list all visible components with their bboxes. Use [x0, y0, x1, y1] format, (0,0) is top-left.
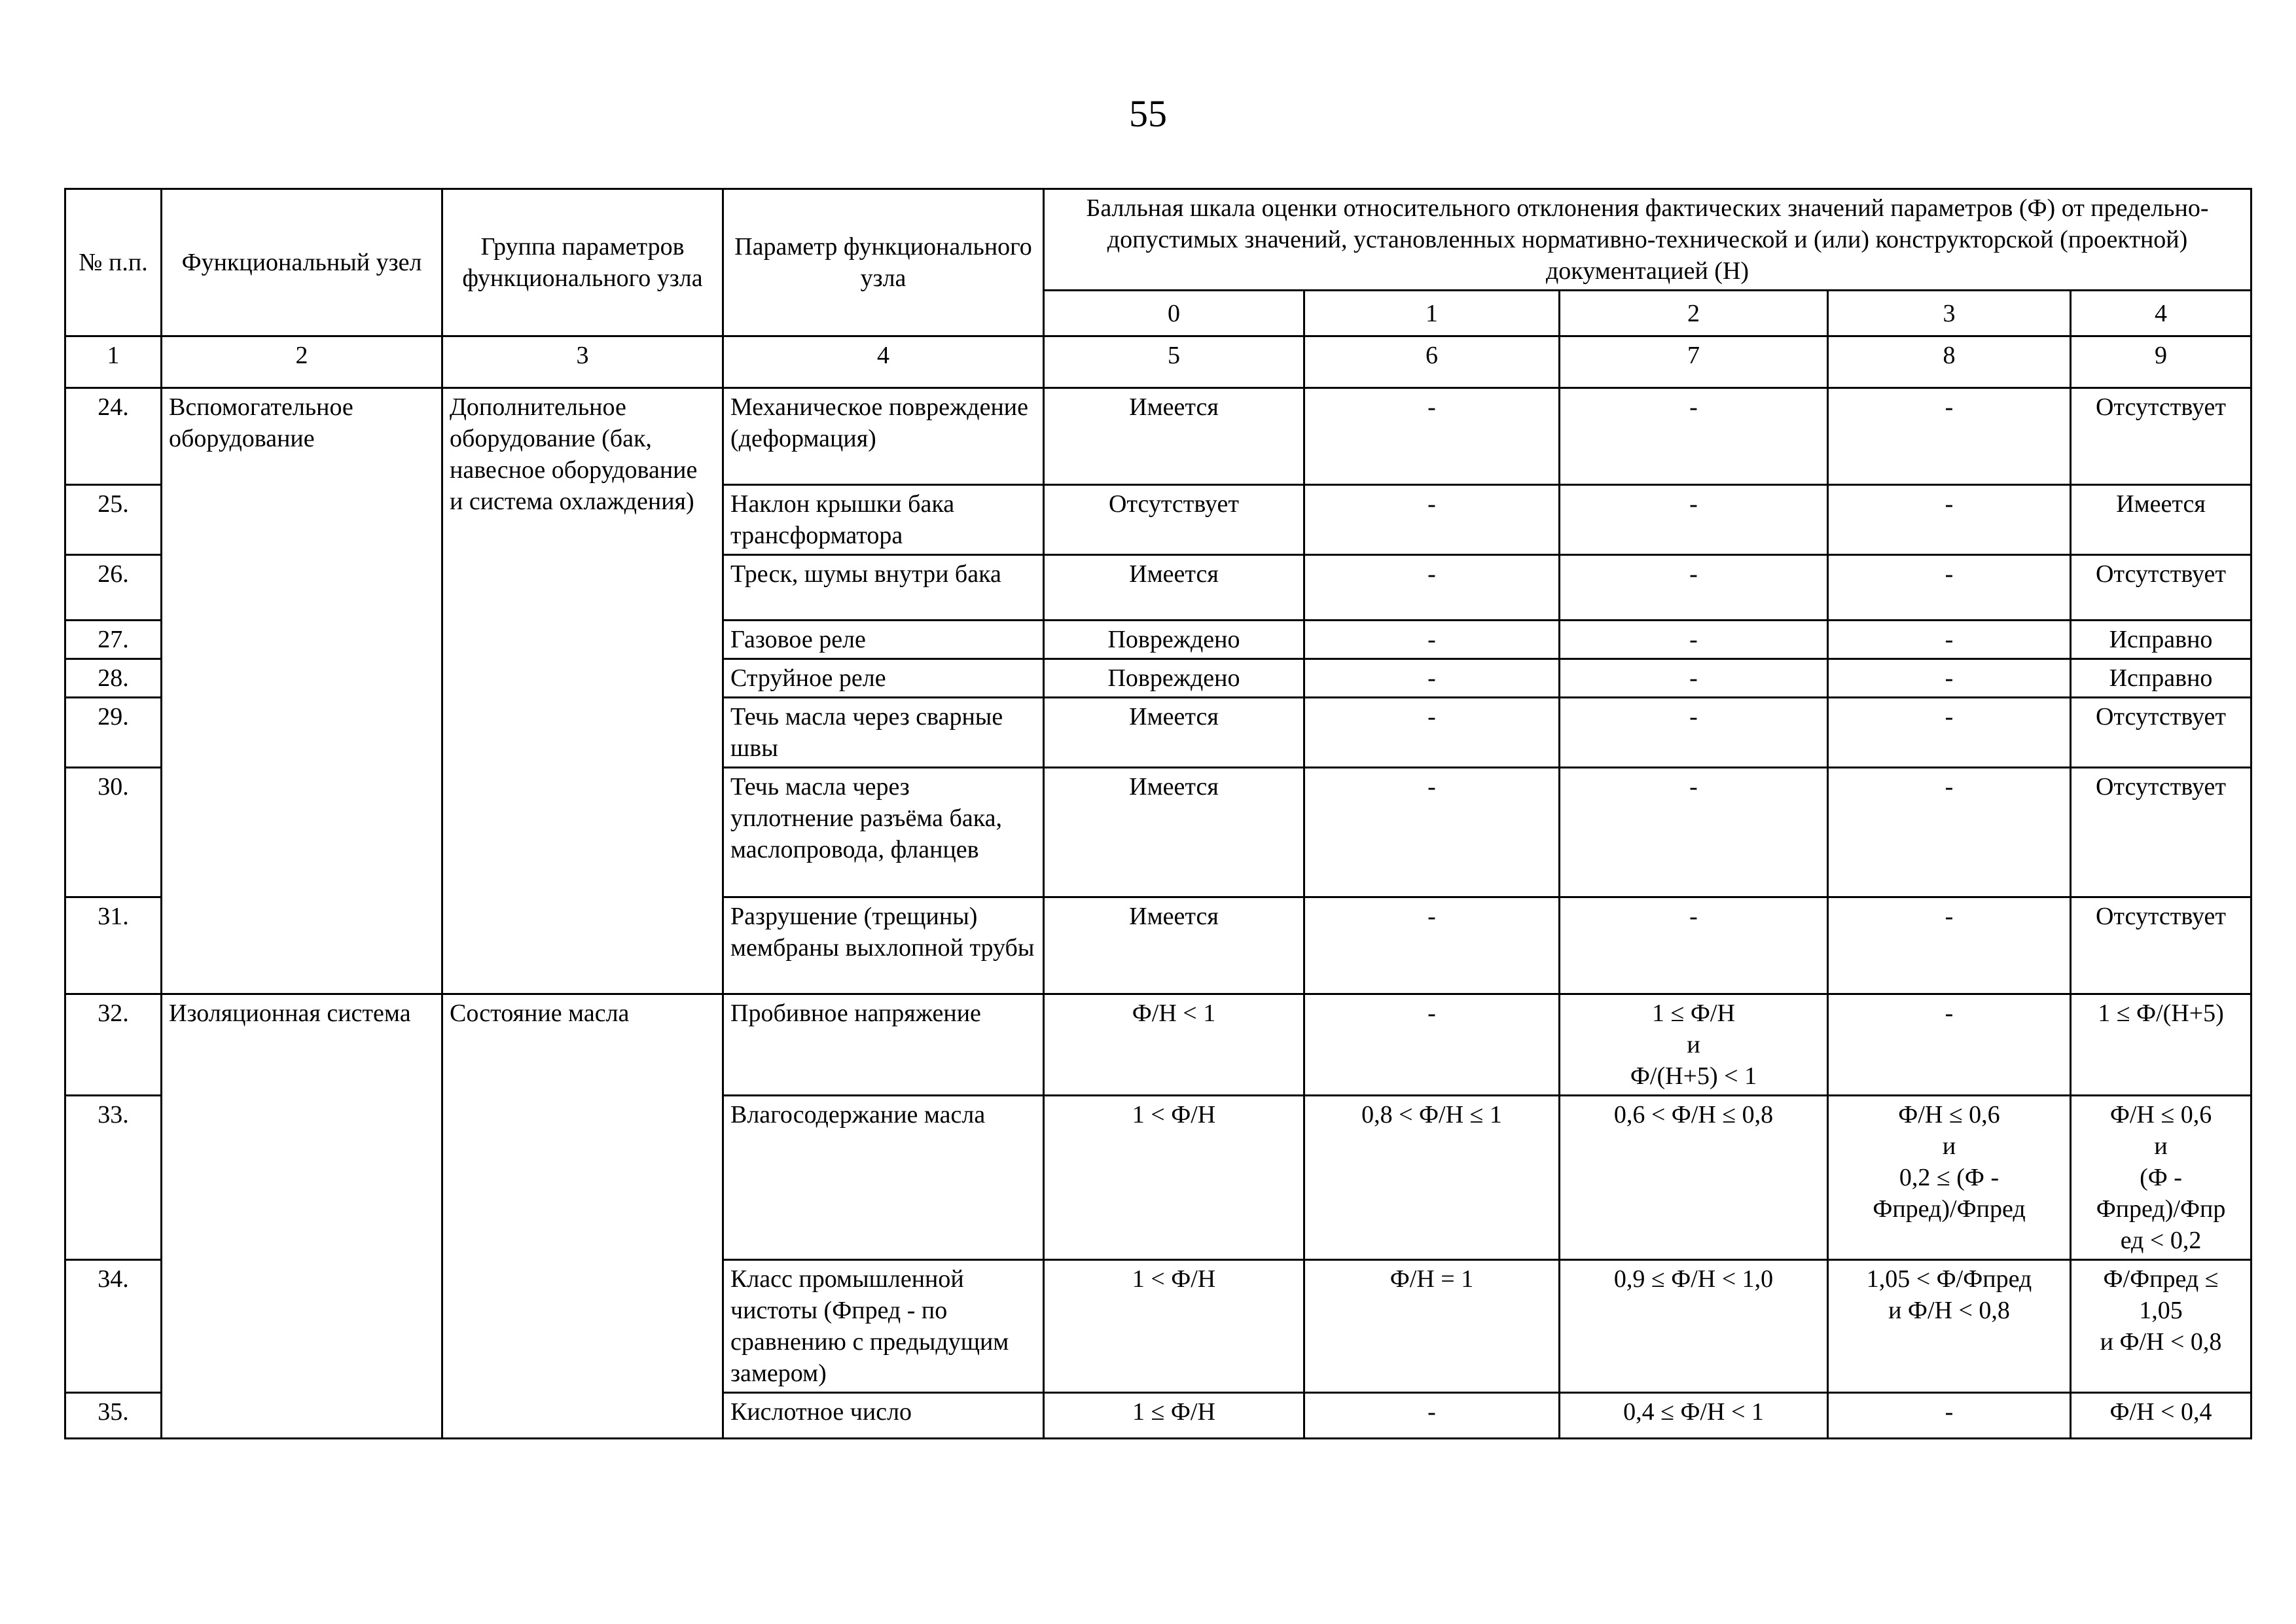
- parameter: Разрушение (трещины) мембраны выхлопной трубы: [723, 897, 1044, 994]
- row-number: 32.: [65, 994, 162, 1096]
- row-number: 25.: [65, 485, 162, 555]
- score-cell-s3: -: [1828, 698, 2071, 768]
- score-cell-s4: Ф/Н < 0,4: [2071, 1393, 2251, 1439]
- cell-line: и Ф/Н < 0,8: [2100, 1328, 2222, 1356]
- column-number: 8: [1828, 336, 2071, 388]
- score-cell-s1: -: [1304, 388, 1560, 485]
- score-cell-s2: 0,4 ≤ Ф/Н < 1: [1560, 1393, 1828, 1439]
- score-cell-s1: -: [1304, 698, 1560, 768]
- score-cell-s4: Имеется: [2071, 485, 2251, 555]
- row-number: 29.: [65, 698, 162, 768]
- column-number: 9: [2071, 336, 2251, 388]
- table-row: [65, 388, 2251, 485]
- score-cell-s4: Отсутствует: [2071, 768, 2251, 897]
- cell-line: Ф/(Н+5) < 1: [1630, 1062, 1757, 1090]
- score-cell-s4: [2071, 1260, 2251, 1393]
- parameter-group: Дополнительное оборудование (бак, навесное оборудование и система охлаждения): [442, 388, 723, 994]
- score-cell-s0: Повреждено: [1044, 659, 1304, 698]
- header-scale-title: Балльная шкала оценки относительного отклонения фактических значений параметров (Ф) от предельно-допустимых значений, установленных нормативно-технической и (или) конструкторской (проектной) документацией (Н): [1044, 189, 2251, 291]
- score-cell-s3: -: [1828, 485, 2071, 555]
- score-cell-s1: -: [1304, 768, 1560, 897]
- score-cell-s1: 0,8 < Ф/Н ≤ 1: [1304, 1096, 1560, 1260]
- score-cell-s3: [1828, 1260, 2071, 1393]
- column-number: 6: [1304, 336, 1560, 388]
- column-number-row: [65, 336, 2251, 388]
- score-cell-s2: -: [1560, 698, 1828, 768]
- score-cell-s0: Имеется: [1044, 897, 1304, 994]
- score-cell-s4: Отсутствует: [2071, 388, 2251, 485]
- cell-line: Ф/Н ≤ 0,6: [1898, 1101, 2000, 1128]
- functional-node: Вспомогательное оборудование: [162, 388, 442, 994]
- page-number: 55: [1129, 92, 1167, 135]
- row-number: 27.: [65, 621, 162, 659]
- table-row: [65, 994, 2251, 1096]
- header-scale-value: 4: [2071, 291, 2251, 336]
- cell-line: и: [1687, 1031, 1700, 1058]
- score-cell-s1: -: [1304, 621, 1560, 659]
- score-cell-s0: Повреждено: [1044, 621, 1304, 659]
- header-col-no: № п.п.: [65, 189, 162, 336]
- parameter: Механическое повреждение (деформация): [723, 388, 1044, 485]
- row-number: 34.: [65, 1260, 162, 1393]
- column-number: 7: [1560, 336, 1828, 388]
- score-cell-s2: -: [1560, 555, 1828, 621]
- score-cell-s2: [1560, 994, 1828, 1096]
- row-number: 24.: [65, 388, 162, 485]
- score-cell-s3: [1828, 1096, 2071, 1260]
- column-number: 5: [1044, 336, 1304, 388]
- row-number: 28.: [65, 659, 162, 698]
- score-cell-s1: -: [1304, 555, 1560, 621]
- parameter: Пробивное напряжение: [723, 994, 1044, 1096]
- score-cell-s1: -: [1304, 897, 1560, 994]
- score-cell-s0: Имеется: [1044, 698, 1304, 768]
- score-cell-s2: -: [1560, 388, 1828, 485]
- score-cell-s3: -: [1828, 1393, 2071, 1439]
- score-cell-s3: -: [1828, 388, 2071, 485]
- score-cell-s0: 1 ≤ Ф/Н: [1044, 1393, 1304, 1439]
- row-number: 35.: [65, 1393, 162, 1439]
- row-number: 26.: [65, 555, 162, 621]
- assessment-table: [64, 188, 2252, 1439]
- score-cell-s3: -: [1828, 897, 2071, 994]
- parameter-group: Состояние масла: [442, 994, 723, 1439]
- score-cell-s3: -: [1828, 555, 2071, 621]
- score-cell-s4: Отсутствует: [2071, 698, 2251, 768]
- cell-line: 1,05 < Ф/Фпред: [1866, 1265, 2032, 1293]
- parameter: Кислотное число: [723, 1393, 1044, 1439]
- header-scale-value: 0: [1044, 291, 1304, 336]
- header-col-param: Параметр функционального узла: [723, 189, 1044, 336]
- row-number: 33.: [65, 1096, 162, 1260]
- header-scale-value: 1: [1304, 291, 1560, 336]
- cell-line: Ф/Фпред ≤: [2103, 1265, 2219, 1293]
- score-cell-s0: 1 < Ф/Н: [1044, 1260, 1304, 1393]
- header-col-group: Группа параметров функционального узла: [442, 189, 723, 336]
- cell-line: и: [2154, 1132, 2168, 1160]
- score-cell-s1: -: [1304, 994, 1560, 1096]
- score-cell-s4: Отсутствует: [2071, 555, 2251, 621]
- functional-node: Изоляционная система: [162, 994, 442, 1439]
- header-scale-value: 3: [1828, 291, 2071, 336]
- parameter: Класс промышленной чистоты (Фпред - по сравнению с предыдущим замером): [723, 1260, 1044, 1393]
- score-cell-s0: Ф/Н < 1: [1044, 994, 1304, 1096]
- header-col-node: Функциональный узел: [162, 189, 442, 336]
- score-cell-s0: Имеется: [1044, 388, 1304, 485]
- parameter: Влагосодержание масла: [723, 1096, 1044, 1260]
- cell-line: 0,2 ≤ (Ф -: [1899, 1164, 2000, 1191]
- score-cell-s4: 1 ≤ Ф/(Н+5): [2071, 994, 2251, 1096]
- score-cell-s0: Имеется: [1044, 555, 1304, 621]
- cell-line: и: [1942, 1132, 1956, 1160]
- score-cell-s0: Отсутствует: [1044, 485, 1304, 555]
- cell-line: Фпред)/Фпред: [1873, 1195, 2026, 1223]
- score-cell-s2: -: [1560, 768, 1828, 897]
- parameter: Течь масла через уплотнение разъёма бака, маслопровода, фланцев: [723, 768, 1044, 897]
- score-cell-s2: -: [1560, 485, 1828, 555]
- cell-line: и Ф/Н < 0,8: [1888, 1297, 2010, 1324]
- score-cell-s3: -: [1828, 994, 2071, 1096]
- score-cell-s4: [2071, 1096, 2251, 1260]
- cell-line: Ф/Н ≤ 0,6: [2109, 1101, 2212, 1128]
- score-cell-s2: -: [1560, 897, 1828, 994]
- score-cell-s2: -: [1560, 659, 1828, 698]
- score-cell-s1: -: [1304, 485, 1560, 555]
- row-number: 30.: [65, 768, 162, 897]
- parameter: Наклон крышки бака трансформатора: [723, 485, 1044, 555]
- score-cell-s3: -: [1828, 768, 2071, 897]
- score-cell-s3: -: [1828, 621, 2071, 659]
- score-cell-s4: Отсутствует: [2071, 897, 2251, 994]
- score-cell-s0: Имеется: [1044, 768, 1304, 897]
- cell-line: ед < 0,2: [2120, 1227, 2202, 1254]
- score-cell-s1: Ф/Н = 1: [1304, 1260, 1560, 1393]
- score-cell-s2: 0,9 ≤ Ф/Н < 1,0: [1560, 1260, 1828, 1393]
- score-cell-s0: 1 < Ф/Н: [1044, 1096, 1304, 1260]
- score-cell-s3: -: [1828, 659, 2071, 698]
- score-cell-s4: Исправно: [2071, 621, 2251, 659]
- cell-line: Фпред)/Фпр: [2096, 1195, 2226, 1223]
- column-number: 2: [162, 336, 442, 388]
- table-body: [65, 388, 2251, 1439]
- score-cell-s2: 0,6 < Ф/Н ≤ 0,8: [1560, 1096, 1828, 1260]
- score-cell-s4: Исправно: [2071, 659, 2251, 698]
- score-cell-s1: -: [1304, 1393, 1560, 1439]
- cell-line: 1,05: [2139, 1297, 2183, 1324]
- row-number: 31.: [65, 897, 162, 994]
- score-cell-s1: -: [1304, 659, 1560, 698]
- parameter: Газовое реле: [723, 621, 1044, 659]
- header-scale-value: 2: [1560, 291, 1828, 336]
- cell-line: 1 ≤ Ф/Н: [1652, 1000, 1735, 1027]
- cell-line: (Ф -: [2140, 1164, 2182, 1191]
- parameter: Струйное реле: [723, 659, 1044, 698]
- column-number: 4: [723, 336, 1044, 388]
- parameter: Треск, шумы внутри бака: [723, 555, 1044, 621]
- score-cell-s2: -: [1560, 621, 1828, 659]
- column-number: 3: [442, 336, 723, 388]
- parameter: Течь масла через сварные швы: [723, 698, 1044, 768]
- column-number: 1: [65, 336, 162, 388]
